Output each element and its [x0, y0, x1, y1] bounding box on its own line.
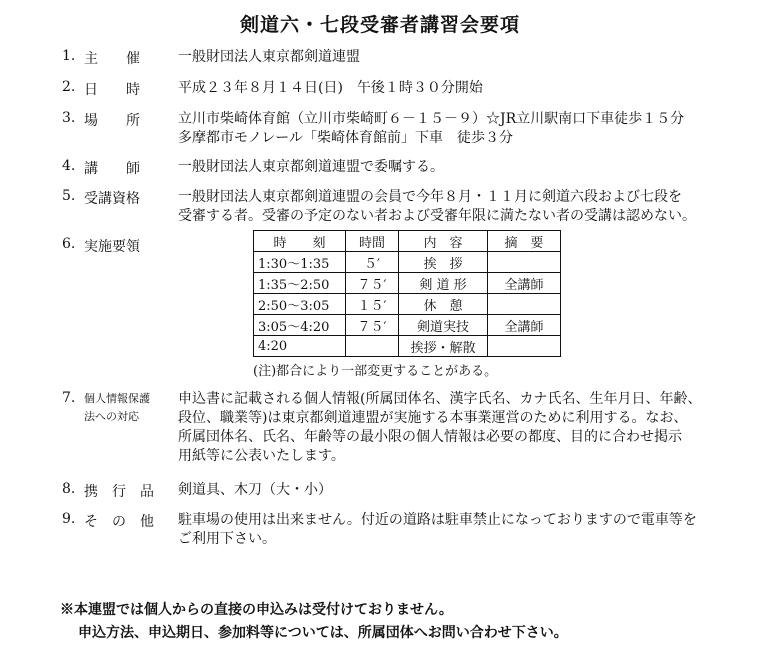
- schedule-note: (注)都合により一部変更することがある。: [253, 364, 498, 379]
- item-value: [178, 188, 738, 226]
- item-number: 5.: [62, 188, 76, 204]
- value-line: ご利用下さい。: [178, 531, 276, 547]
- item-number: 3.: [62, 110, 76, 126]
- label-line: 法への対応: [84, 410, 139, 423]
- item-value: [178, 481, 738, 500]
- item-value: [178, 390, 738, 466]
- remarks-cell: [488, 336, 561, 357]
- table-row: [254, 315, 561, 336]
- value-line: 剣道具、木刀（大・小）: [178, 482, 332, 498]
- remarks-cell: [488, 294, 561, 315]
- content-cell: 休 憩: [399, 294, 488, 315]
- remarks-cell: 全講師: [488, 273, 561, 294]
- content-cell: 剣道実技: [399, 315, 488, 336]
- value-line: 平成２３年８月１４日(日) 午後１時３０分開始: [178, 80, 483, 96]
- item-label: 主 催: [84, 51, 140, 67]
- item-value: [178, 48, 738, 67]
- table-row: [254, 294, 561, 315]
- item-value: [178, 158, 738, 177]
- footer-notice: ※本連盟では個人からの直接の申込みは受付けておりません。: [60, 602, 453, 618]
- value-line: 多摩都市モノレール「柴崎体育館前」下車 徒歩３分: [178, 130, 514, 146]
- content-cell: 剣 道 形: [399, 273, 488, 294]
- duration-cell: ７５′: [346, 315, 399, 336]
- time-cell: 1:30～1:35: [254, 252, 346, 273]
- item-number: 6.: [62, 236, 76, 252]
- content-cell: 挨 拶: [399, 252, 488, 273]
- time-cell: 2:50～3:05: [254, 294, 346, 315]
- item-number: 4.: [62, 158, 76, 174]
- value-line: 申込書に記載される個人情報(所属団体名、漢字氏名、カナ氏名、生年月日、年齢、: [178, 391, 702, 407]
- item-number: 7.: [62, 390, 76, 406]
- item-value: [178, 110, 738, 148]
- value-line: 駐車場の使用は出来ません。付近の道路は駐車禁止になっておりますので電車等を: [178, 512, 697, 528]
- value-line: 一般財団法人東京都剣道連盟: [178, 49, 360, 65]
- column-header-remarks: 摘 要: [488, 231, 561, 252]
- remarks-cell: [488, 252, 561, 273]
- item-label: [84, 390, 170, 426]
- footer-inquiry: 申込方法、申込期日、参加料等については、所属団体へお問い合わせ下さい。: [78, 625, 568, 641]
- time-cell: 4:20: [254, 336, 346, 357]
- content-cell: 挨拶・解散: [399, 336, 488, 357]
- item-label: 携 行 品: [84, 484, 154, 500]
- time-cell: 1:35～2:50: [254, 273, 346, 294]
- item-number: 2.: [62, 79, 76, 95]
- item-label: 場 所: [84, 113, 140, 129]
- column-header-time: 時 刻: [254, 231, 346, 252]
- table-row: [254, 273, 561, 294]
- duration-cell: [346, 336, 399, 357]
- table-row: [254, 252, 561, 273]
- remarks-cell: 全講師: [488, 315, 561, 336]
- time-cell: 3:05～4:20: [254, 315, 346, 336]
- item-number: 1.: [62, 48, 76, 64]
- document-title: 剣道六・七段受審者講習会要項: [239, 14, 520, 36]
- value-line: 受審する者。受審の予定のない者および受審年限に満たない者の受講は認めない。: [178, 208, 696, 224]
- item-number: 9.: [62, 511, 76, 527]
- item-label: 実施要領: [84, 239, 140, 255]
- item-label: 受講資格: [84, 191, 140, 207]
- value-line: 立川市柴崎体育館（立川市柴崎町６－１５－９）☆JR立川駅南口下車徒歩１５分: [178, 111, 685, 127]
- table-row: [254, 336, 561, 357]
- value-line: 用紙等に公表いたします。: [178, 448, 345, 464]
- schedule-table: [253, 230, 561, 357]
- value-line: 所属団体名、氏名、年齢等の最小限の個人情報は必要の都度、目的に合わせ掲示: [178, 429, 682, 445]
- item-value: [178, 79, 738, 98]
- duration-cell: １５′: [346, 294, 399, 315]
- item-value: [178, 511, 738, 549]
- item-number: 8.: [62, 481, 76, 497]
- duration-cell: ７５′: [346, 273, 399, 294]
- value-line: 一般財団法人東京都剣道連盟で委嘱する。: [178, 159, 444, 175]
- column-header-duration: 時間: [346, 231, 399, 252]
- item-label: そ の 他: [84, 514, 154, 530]
- table-header-row: [254, 231, 561, 252]
- value-line: 段位、職業等)は東京都剣道連盟が実施する本事業運営のために利用する。なお、: [178, 410, 688, 426]
- duration-cell: ５′: [346, 252, 399, 273]
- value-line: 一般財団法人東京都剣道連盟の会員で今年８月・１１月に剣道六段および七段を: [178, 189, 682, 205]
- item-label: 講 師: [84, 161, 140, 177]
- column-header-content: 内 容: [399, 231, 488, 252]
- label-line: 個人情報保護: [84, 392, 150, 405]
- item-label: 日 時: [84, 82, 140, 98]
